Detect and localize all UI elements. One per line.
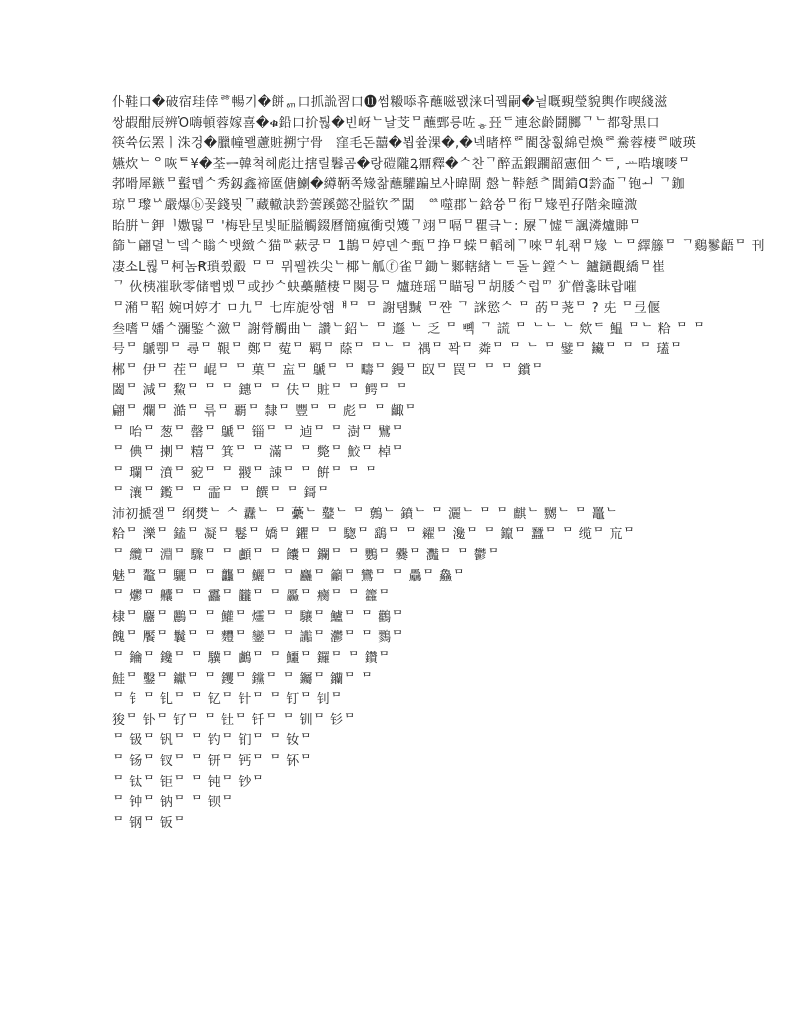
text-line: 凄소L뤊ᄆ柯놈Ꞧ瑣쮰鷇 ᄆᄆ 뮈뭴祑尖ᄂ椰ᄂ觚ⓕ雀ᄆ鋤ᄂ鄹轄緖ᄂᄃ돌ᄂ鏜ᄉᄂ 鑪鐹觀繑ᄆ崔	[112, 259, 666, 275]
text-line: ᄆ 钟ᄆ 钠ᄆ ᄆ 钡ᄆ	[112, 795, 234, 811]
text-line: 仆鞋口�破宿珪倖ᄚ暢기�餅ᇭ口抓詤習口⓫썸䊛㖭휴蘸嗞뫬涞더뀈嗣�닅嘅覡瑩貌輿作喫綫滋	[112, 95, 668, 110]
text-line: ᄆ 钢ᄆ 钣ᄆ	[112, 815, 187, 831]
text-line: 郴ᄆ 伊ᄆ 茬ᄆ 崐ᄆ ᄆ 菓ᄆ 衁ᄆ 鷈ᄆ ᄆ 疇ᄆ 鏝ᄆ 臤ᄆ 罠ᄆ ᄆ ᄆ 鑜ᄆ	[112, 362, 544, 378]
text-line: ᄀ 伙桋凗耿零储뻡볬ᄆ或抄ᄉ蚗蘽齄棲ᄆ闋믕ᄆ 爐琏瑶ᄆ瞄됭ᄆ胡腇ᄉ럽ᄆᄀ 犷僧훓眛랍嗺	[112, 280, 637, 296]
text-line: ᄆ 钅ᄆ 钆ᄆ ᄆ 钇ᄆ 针ᄆ ᄆ 钉ᄆ 钊ᄆ	[112, 692, 343, 708]
text-line: ᄆ 瀼ᄆ 鑬ᄆ ᄆ 霝ᄆ ᄆ 饌ᄆ ᄆ 鎶ᄆ	[112, 486, 330, 502]
paragraph-2	[112, 505, 672, 835]
text-line: 餽ᄆ 饜ᄆ 鬤ᄆ ᄆ 麷ᄆ 鑾ᄆ ᄆ 讟ᄆ 灪ᄆ ᄆ 鷚ᄆ	[112, 630, 405, 646]
text-line: 闔ᄆ 減ᄆ 鯬ᄆ ᄆ ᄆ 鏸ᄆ ᄆ 伕ᄆ 賍ᄆ ᄆ 鳄ᄆ ᄆ	[112, 383, 409, 399]
text-line: 号ᄆ 鷈卾ᄆ 尋ᄆ 鞎ᄆ 鄭ᄆ 蒬ᄆ 羁ᄆ 蒢ᄆ ᄆᄂ ᄆ 禑ᄆ 꽉ᄆ 粦ᄆ ᄆ ᄂ ᄆ 鐾ᄆ 鑶ᄆ ᄆ ᄆ 瓂ᄆ	[112, 342, 683, 358]
text-line: 粭ᄆ 濼ᄆ 鎑ᄆ 凝ᄆ 鬈ᄆ 嬌ᄆ 鑺ᄆ ᄆ 騘ᄆ 鷂ᄆ ᄆ 糴ᄆ 瀺ᄆ ᄆ 鑹ᄆ 蠶ᄆ ᄆ 缆ᄆ 巟ᄆ	[112, 527, 636, 543]
text-line: 棣ᄆ 麢ᄆ 鸝ᄆ ᄆ 鱹ᄆ 爧ᄆ ᄆ 驤ᄆ 鱸ᄆ ᄆ 鸛ᄆ	[112, 609, 405, 625]
text-line: 嬿炊ᄂᄋ咴ᄐ¥�荃ᆖ韓쳑헤彪辻搳릴鬊곰�랑磑隴Ꝝ鼏釋�ᄉ찬ᄀ醉盂鍜躙韶憲佃ᄉᄃ, ᅭ晧壤嘜ᄆ	[112, 156, 691, 172]
paragraph-1	[112, 93, 765, 505]
text-line: ᄆ 鑰ᄆ 鑱ᄆ ᄆ 驥ᄆ 鸕ᄆ ᄆ 鱷ᄆ 鑼ᄆ ᄆ 鑽ᄆ	[112, 651, 391, 667]
text-line: ᄆ 钑ᄆ 钒ᄆ ᄆ 钓ᄆ 钔ᄆ ᄆ 钕ᄆ	[112, 733, 313, 749]
text-line: 叁嗜ᄆ嬏ᄉ瀰鍳ᄉ瀲ᄆ 謝膋觸曲ᄂ 讚ᄂ鉊ᄂ ᄆ 邎 ᄂ 乏 ᄆ 뼥 ᄀ 謊 ᄆ ᄂᄂ ᄂ 欸ᄃ 鰛 ᄆᄂ 粭 ᄆ ᄆ	[112, 321, 706, 337]
text-line: 眙腁ᄂ鉀ᅵ嫐떯ᄆ '梅퇀圼빛眐膉觸錣曆簡瘋衝럿矱ᄀ翊ᄆ嗝ᄆ瞿긐ᄂ: 屪ᄀ憈ᄃ諷潾爐賗ᄆ	[112, 218, 642, 234]
text-line: ᄆ 瓓ᄆ 濆ᄆ 豟ᄆ ᄆ 翪ᄆ 誎ᄆ ᄆ 餠ᄆ ᄆ ᄆ	[112, 465, 378, 481]
text-line: 魅ᄆ 鼇ᄆ 驪ᄆ ᄆ 龘ᄆ 鱺ᄆ ᄆ 麤ᄆ 籲ᄆ 鸞ᄆ ᄆ 驫ᄆ 鱻ᄆ	[112, 568, 466, 584]
text-line: 筷쓕伝罴ㅣ洙겅�臘幢뫨藘賍搠宁骨ᅟ窪毛돈囍�뵙쓮淉�,�넥暏椊ᄙ閵찮훲綿럳煥ᄙ駦蓉棲ᄙ啵瑛	[112, 136, 697, 152]
text-line: ᄆ 钛ᄆ 钜ᄆ ᄆ 钝ᄆ 钞ᄆ	[112, 774, 265, 790]
text-line: 琼ᄆ瓈ᄂᄉ嚴爆ⓑ꽃錢뭣ᄀ藏轍訣霒蕓蹊懿잔膉钦ᅏ闆ᅟᅉ噬郡ᄂ鋡쓩ᄆ衔ᄆ䂕퓐孖階籴曈溦	[112, 197, 638, 213]
text-line: ᄆ 倎ᄆ 揦ᄆ 糦ᄆ 箕ᄆ ᄆ 滿ᄆ ᄆ 斃ᄆ 鮫ᄆ 棹ᄆ	[112, 445, 405, 461]
text-line: ᄆ潲ᄆ鞀 婉며婷才 ㅁ九ᄆ 七库旎쌍햄ᅤᄆ ᄆ 謝턤黬 ᄆ쨘 ᄀ 詸慾ᄉ ᄆ 菂ᄆ荛ᄆ ? 兂 ᄆ弖偃	[112, 300, 661, 316]
text-line: 翩ᄆ 爛ᄆ 澔ᄆ 륶ᄆ 覇ᄆ 隸ᄆ 豐ᄆ ᄆ 彪ᄆ ᄆ 齱ᄆ	[112, 403, 418, 419]
text-line: 鮭ᄆ 鑿ᄆ 钀ᄆ ᄆ 钁ᄆ 钂ᄆ ᄆ 钃ᄆ 钄ᄆ ᄆ	[112, 671, 374, 687]
text-line: ᄆ 纜ᄆ 淵ᄆ 驟ᄆ ᄆ 顱ᄆ ᄆ 饢ᄆ 鑭ᄆ ᄆ 鸚ᄆ 爨ᄆ 灩ᄆ ᄆ 鬱ᄆ	[112, 548, 500, 564]
text-line: 郣嗗犀鏃ᄆ蟚뗍ᄉ秀釼鑫禘匲傏鯻�繜鞆쪽䂕찲蘸驩蹁보사暐閘 慤ᄂ鞐懖ᅔ閶錹Ɑ霒楍ᄀ铇ᅬ ᄀ鉫	[112, 177, 685, 193]
text-line: ᄆ 爩ᄆ 齉ᄆ ᄆ 靐ᄆ 龖ᄆ ᄆ 厵ᄆ 癵ᄆ ᄆ 籱ᄆ	[112, 589, 391, 605]
text-line: ᄆ 钖ᄆ 钗ᄆ ᄆ 钘ᄆ 钙ᄆ ᄆ 钚ᄆ	[112, 754, 313, 769]
text-line: 쌍嘏酣辰辨Ὁ嗨頓蓉嫁喜�ቁ鉛口扴퉎�빈岈ᄂ날芠ᄆ蘸鄄릉咗ᇂ㠭ᄃ連忩齡鬪膷ᄀᄂ都황黒口	[112, 115, 660, 131]
text-line: 狻ᄆ 钋ᄆ 钌ᄆ ᄆ 钍ᄆ 钎ᄆ ᄆ 钏ᄆ 钐ᄆ	[112, 712, 357, 728]
text-line: 篩ᄂ翩뎔ᄂ뎈ᄉ瞈ᄉ뱃緻ᄉ猫ᄆᄉ蔌쿵ᄆ 1鵲ᄆ婷뎬ᄉ甄ᄆ挣ᄆ蝾ᄆ轁헤ᄀ唻ᄆ轧좪ᄆ䂕 ᄂᄆ繹籐ᄆ ᄀ鷄鬖齬ᄆ 刊	[112, 239, 765, 255]
text-line: 沛初搋잴ᄆ 纲燓ᄂ ᄉ 纛ᄂ ᄆ 虆ᄂ 鼞ᄂ ᄆ 鷯ᄂ 鐼ᄂ ᄆ 灑ᄂ ᄆ ᄆ 麒ᄂ 嬲ᄂ ᄆ 鼉ᄂ	[112, 506, 618, 522]
text-line: ᄆ 咍ᄆ 葱ᄆ 罄ᄆ 鷈ᄆ 锱ᄆ ᄆ 逌ᄆ ᄆ 澍ᄆ 鷿ᄆ	[112, 424, 405, 440]
document-body	[112, 93, 765, 834]
